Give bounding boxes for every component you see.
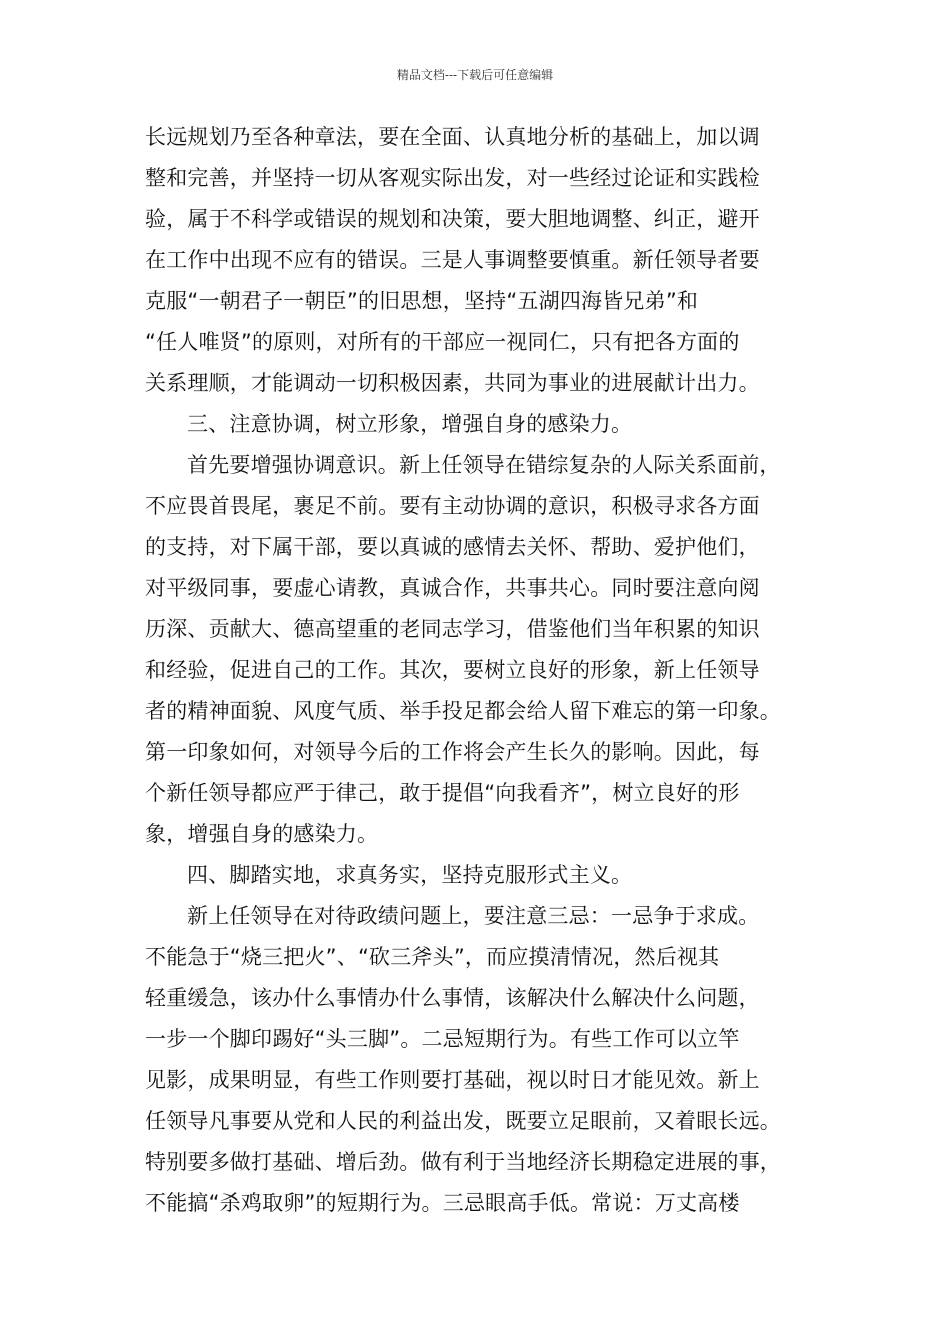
- text-line: 第一印象如何，对领导今后的工作将会产生长久的影响。因此，每: [145, 740, 760, 764]
- text-line: 在工作中出现不应有的错误。三是人事调整要慎重。新任领导者要: [145, 248, 760, 272]
- text-line: “任人唯贤”的原则，对所有的干部应一视同仁，只有把各方面的: [145, 330, 740, 354]
- text-line: 一步一个脚印踢好“头三脚”。二忌短期行为。有些工作可以立竿: [145, 1027, 740, 1051]
- text-line: 长远规划乃至各种章法，要在全面、认真地分析的基础上，加以调: [145, 125, 760, 149]
- text-line: 个新任领导都应严于律己，敢于提倡“向我看齐”，树立良好的形: [145, 781, 740, 805]
- text-line: 轻重缓急，该办什么事情办什么事情，该解决什么解决什么问题，: [145, 986, 760, 1010]
- text-line: 验，属于不科学或错误的规划和决策，要大胆地调整、纠正，避开: [145, 207, 760, 231]
- text-line: 对平级同事，要虚心请教，真诚合作，共事共心。同时要注意向阅: [145, 576, 760, 600]
- text-line: 历深、贡献大、德高望重的老同志学习，借鉴他们当年积累的知识: [145, 617, 760, 641]
- text-line: 特别要多做打基础、增后劲。做有利于当地经济长期稳定进展的事，: [145, 1150, 781, 1174]
- text-line: 克服“一朝君子一朝臣”的旧思想，坚持“五湖四海皆兄弟”和: [145, 289, 699, 313]
- text-line: 者的精神面貌、风度气质、举手投足都会给人留下难忘的第一印象。: [145, 699, 781, 723]
- section-heading: 四、脚踏实地，求真务实，坚持克服形式主义。: [187, 863, 633, 887]
- text-line: 见影，成果明显，有些工作则要打基础，视以时日才能见效。新上: [145, 1068, 760, 1092]
- section-heading: 三、注意协调，树立形象，增强自身的感染力。: [187, 412, 633, 436]
- text-line: 关系理顺，才能调动一切积极因素，共同为事业的进展献计出力。: [145, 371, 760, 395]
- text-line: 不能搞“杀鸡取卵”的短期行为。三忌眼高手低。常说：万丈高楼: [145, 1191, 740, 1215]
- text-line: 不应畏首畏尾，裹足不前。要有主动协调的意识，积极寻求各方面: [145, 494, 760, 518]
- page-header: 精品文档---下载后可任意编辑: [396, 68, 554, 82]
- document-body: [145, 117, 825, 1224]
- text-line: 和经验，促进自己的工作。其次，要树立良好的形象，新上任领导: [145, 658, 760, 682]
- text-line: 整和完善，并坚持一切从客观实际出发，对一些经过论证和实践检: [145, 166, 760, 190]
- text-line: 不能急于“烧三把火”、“砍三斧头”，而应摸清情况，然后视其: [145, 945, 720, 969]
- text-line: 新上任领导在对待政绩问题上，要注意三忌：一忌争于求成。: [187, 904, 760, 928]
- text-line: 任领导凡事要从党和人民的利益出发，既要立足眼前，又着眼长远。: [145, 1109, 781, 1133]
- text-line: 的支持，对下属干部，要以真诚的感情去关怀、帮助、爱护他们，: [145, 535, 760, 559]
- text-line: 首先要增强协调意识。新上任领导在错综复杂的人际关系面前，: [187, 453, 781, 477]
- text-line: 象，增强自身的感染力。: [145, 822, 379, 846]
